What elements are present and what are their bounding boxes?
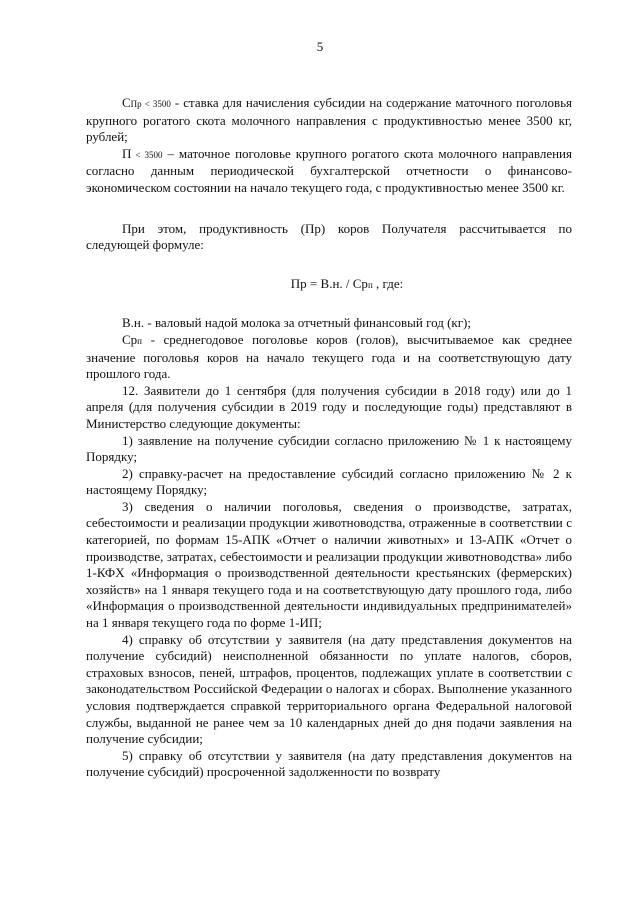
- document-body: [86, 95, 572, 781]
- document-item-1: 1) заявление на получение субсидии согласно приложению № 1 к настоящему Порядку;: [86, 432, 572, 465]
- rate-subscript: Пр < 3500: [130, 99, 171, 109]
- formula-tail: , где:: [372, 275, 404, 291]
- document-item-4: 4) справку об отсутствии у заявителя (на дату представления документов на получение субсидий) неисполненной обязанности по уплате налогов, сборов, страховых взносов, пеней, штрафов, процентов, подлежащих уплате в соответствии с законодательством Российской Федерации о налогах и сборах. Выполнение указанного условия подтверждается справкой территориального органа Федеральной налоговой службы, выданной не ранее чем за 10 календарных дней до дня подачи заявления на получение субсидии;: [86, 631, 572, 747]
- document-item-5: 5) справку об отсутствии у заявителя (на дату представления документов на получение субсидий) просроченной задолженности по возврату: [86, 747, 572, 780]
- formula-main: Пр = В.н. / Ср: [290, 275, 368, 291]
- livestock-subscript: < 3500: [131, 149, 163, 160]
- document-item-3: 3) сведения о наличии поголовья, сведения о производстве, затратах, себестоимости и реализации продукции животноводства, отраженные в соответствии с категорией, по формам 15-АПК «Отчет о наличии животных» и 13-АПК «Отчет о производстве, затратах, себестоимости и реализации продукции животноводства» либо 1-КФХ «Информация о производственной деятельности крестьянских (фермерских) хозяйств» на 1 января текущего года и на соответствующую дату прошлого года, либо «Информация о производственной деятельности индивидуальных предпринимателей» на 1 января текущего года по форме 1-ИП;: [86, 498, 572, 631]
- definition-rate: [86, 95, 572, 146]
- productivity-formula: [86, 276, 572, 294]
- herd-subscript: п: [137, 335, 142, 346]
- page-number: 5: [316, 39, 324, 54]
- formula-intro: При этом, продуктивность (Пр) коров Получателя рассчитывается по следующей формуле:: [86, 220, 572, 253]
- livestock-symbol: П: [122, 145, 132, 161]
- herd-symbol: Ср: [122, 331, 138, 347]
- document-item-2: 2) справку-расчет на предоставление субсидий согласно приложению № 2 к настоящему Порядку;: [86, 465, 572, 498]
- rate-symbol: С: [122, 95, 131, 110]
- definition-livestock: [86, 146, 572, 197]
- definition-milk-yield: В.н. - валовый надой молока за отчетный финансовый год (кг);: [122, 315, 471, 331]
- formula-subscript: п: [367, 279, 373, 290]
- clause-12: 12. Заявители до 1 сентября (для получения субсидии в 2018 году) или до 1 апреля (для получения субсидии в 2019 году и последующие годы) представляют в Министерство следующие документы:: [86, 382, 572, 431]
- livestock-definition-text: – маточное поголовье крупного рогатого скота молочного направления согласно данным периодической бухгалтерской отчетности о финансово-экономическом состоянии на начало текущего года, с продуктивностью менее 3500 кг.: [86, 145, 572, 195]
- definition-average-herd: [86, 332, 572, 383]
- herd-definition-text: - среднегодовое поголовье коров (голов), высчитываемое как среднее значение поголовья коров на начало текущего года и на соответствующую дату прошлого года.: [86, 331, 572, 382]
- rate-definition-text: - ставка для начисления субсидии на содержание маточного поголовья крупного рогатого скота молочного направления с продуктивностью менее 3500 кг, рублей;: [86, 95, 572, 145]
